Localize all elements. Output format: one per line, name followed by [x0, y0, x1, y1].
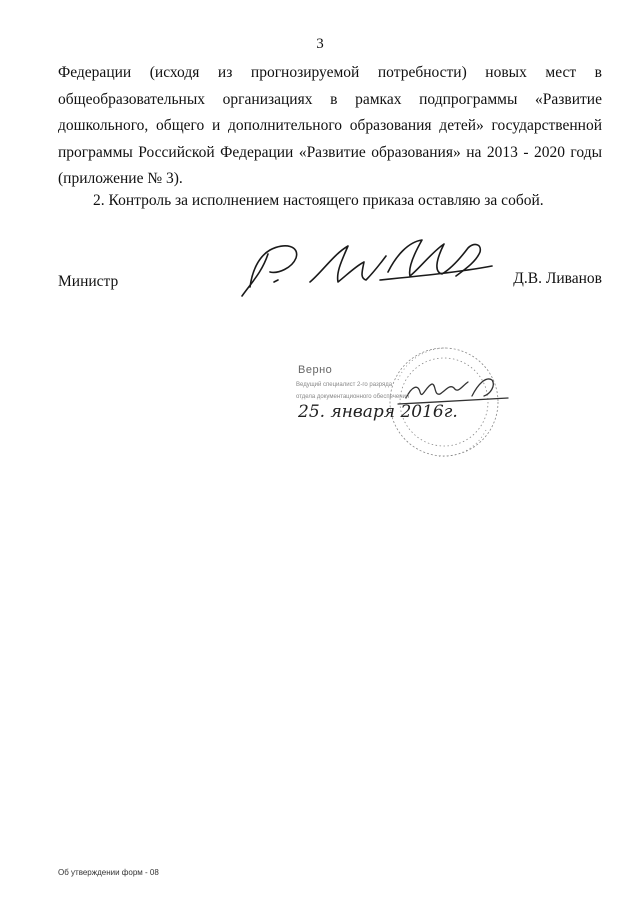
continued-paragraph	[58, 60, 602, 193]
handwritten-signature	[230, 232, 510, 302]
signatory-title: Министр	[58, 273, 119, 290]
footer-note: Об утверждении форм - 08	[58, 868, 159, 877]
handwritten-date: 25. января 2016г.	[298, 402, 458, 422]
page-number: 3	[316, 36, 324, 52]
certification-stamp	[286, 340, 516, 480]
paragraph-line: дошкольного, общего и дополнительного образования детей» государственной	[58, 117, 602, 134]
paragraph-line: программы Российской Федерации «Развитие образования» на 2013 - 2020 годы	[58, 143, 602, 161]
stamp-verno: Верно	[298, 364, 333, 376]
paragraph-line: Федерации (исходя из прогнозируемой потребности) новых мест в	[58, 64, 602, 81]
paragraph-line: (приложение № 3).	[58, 170, 183, 187]
stamp-line: Ведущий специалист 2-го разряда	[296, 382, 393, 388]
stamp-line: отдела документационного обеспечения	[296, 394, 410, 400]
order-item-2: 2. Контроль за исполнением настоящего приказа оставляю за собой.	[93, 192, 544, 209]
signatory-name: Д.В. Ливанов	[513, 270, 602, 287]
paragraph-line: общеобразовательных организациях в рамках подпрограммы «Развитие	[58, 90, 602, 108]
